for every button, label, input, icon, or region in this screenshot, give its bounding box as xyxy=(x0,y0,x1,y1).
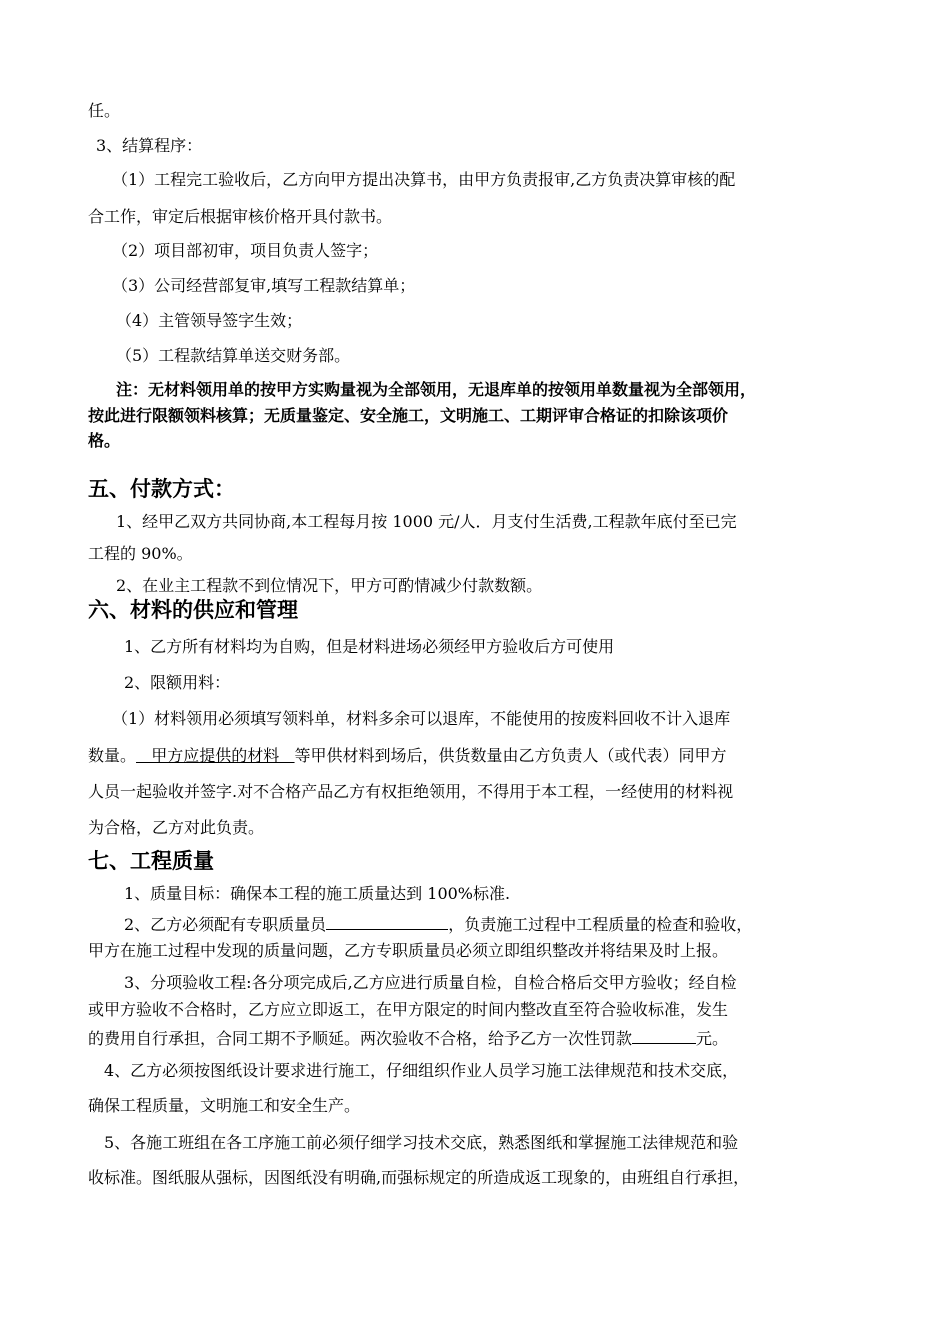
underlined-materials-field: 甲方应提供的材料 xyxy=(136,746,295,765)
text-line: 甲方在施工过程中发现的质量问题，乙方专职质量员必须立即组织整改并将结果及时上报。 xyxy=(88,941,729,960)
text-line: 人员一起验收并签字.对不合格产品乙方有权拒绝领用，不得用于本工程，一经使用的材料视 xyxy=(88,782,734,801)
text-line: 任。 xyxy=(88,101,121,120)
text-line: 1、经甲乙双方共同协商,本工程每月按 1000 元/人．月支付生活费,工程款年底付至已完 xyxy=(116,512,737,531)
text-line: 合工作，审定后根据审核价格开具付款书。 xyxy=(88,207,393,226)
text-line: 1、乙方所有材料均为自购，但是材料进场必须经甲方验收后方可使用 xyxy=(124,637,615,656)
penalty-amount-blank xyxy=(632,1028,696,1044)
settlement-procedure-heading: 3、结算程序： xyxy=(96,136,203,155)
text-line: 4、乙方必须按图纸设计要求进行施工，仔细组织作业人员学习施工法律规范和技术交底， xyxy=(104,1061,739,1080)
text-line xyxy=(88,1028,728,1049)
text-line: （2）项目部初审，项目负责人签字； xyxy=(112,241,379,260)
text-line xyxy=(88,746,727,766)
text-line: 为合格，乙方对此负责。 xyxy=(88,818,265,837)
section-heading-materials: 六、材料的供应和管理 xyxy=(88,597,298,622)
text-line: 2、在业主工程款不到位情况下，甲方可酌情减少付款数额。 xyxy=(116,576,543,595)
text-line: （4）主管领导签字生效； xyxy=(116,311,303,330)
note-line: 按此进行限额领料核算；无质量鉴定、安全施工，文明施工、工期评审合格证的扣除该项价 xyxy=(88,406,729,425)
text-line: 确保工程质量，文明施工和安全生产。 xyxy=(88,1096,361,1115)
text-segment: 等甲供材料到场后，供货数量由乙方负责人（或代表）同甲方 xyxy=(294,746,727,765)
text-line xyxy=(124,914,752,935)
note-line: 注：无材料领用单的按甲方实购量视为全部领用，无退库单的按领用单数量视为全部领用， xyxy=(116,380,757,399)
text-line: （1）材料领用必须填写领料单，材料多余可以退库，不能使用的按废料回收不计入退库 xyxy=(112,709,731,728)
text-line: 5、各施工班组在各工序施工前必须仔细学习技术交底，熟悉图纸和掌握施工法律规范和验 xyxy=(104,1133,739,1152)
text-line: 工程的 90%。 xyxy=(88,544,193,563)
quality-inspector-blank xyxy=(326,914,448,930)
note-line: 格。 xyxy=(88,431,121,450)
text-line: 3、分项验收工程:各分项完成后,乙方应进行质量自检，自检合格后交甲方验收；经自检 xyxy=(124,973,737,992)
text-line: （5）工程款结算单送交财务部。 xyxy=(116,346,351,365)
text-line: 1、质量目标：确保本工程的施工质量达到 100%标准. xyxy=(124,884,511,903)
text-segment: 数量。 xyxy=(88,746,137,765)
text-line: 或甲方验收不合格时，乙方应立即返工，在甲方限定的时间内整改直至符合验收标准，发生 xyxy=(88,1000,729,1019)
section-heading-payment: 五、付款方式： xyxy=(88,476,235,501)
text-segment: 2、乙方必须配有专职质量员 xyxy=(124,915,327,934)
text-segment: 元。 xyxy=(696,1029,729,1048)
text-segment: 的费用自行承担，合同工期不予顺延。两次验收不合格，给予乙方一次性罚款 xyxy=(88,1029,633,1048)
text-line: 收标准。图纸服从强标，因图纸没有明确,而强标规定的所造成返工现象的，由班组自行承担， xyxy=(88,1168,750,1187)
text-line: 2、限额用料： xyxy=(124,673,231,692)
text-line: （1）工程完工验收后，乙方向甲方提出决算书，由甲方负责报审,乙方负责决算审核的配 xyxy=(112,170,736,189)
text-segment: ，负责施工过程中工程质量的检查和验收， xyxy=(448,915,753,934)
text-line: （3）公司经营部复审,填写工程款结算单； xyxy=(112,276,416,295)
section-heading-quality: 七、工程质量 xyxy=(88,848,214,873)
